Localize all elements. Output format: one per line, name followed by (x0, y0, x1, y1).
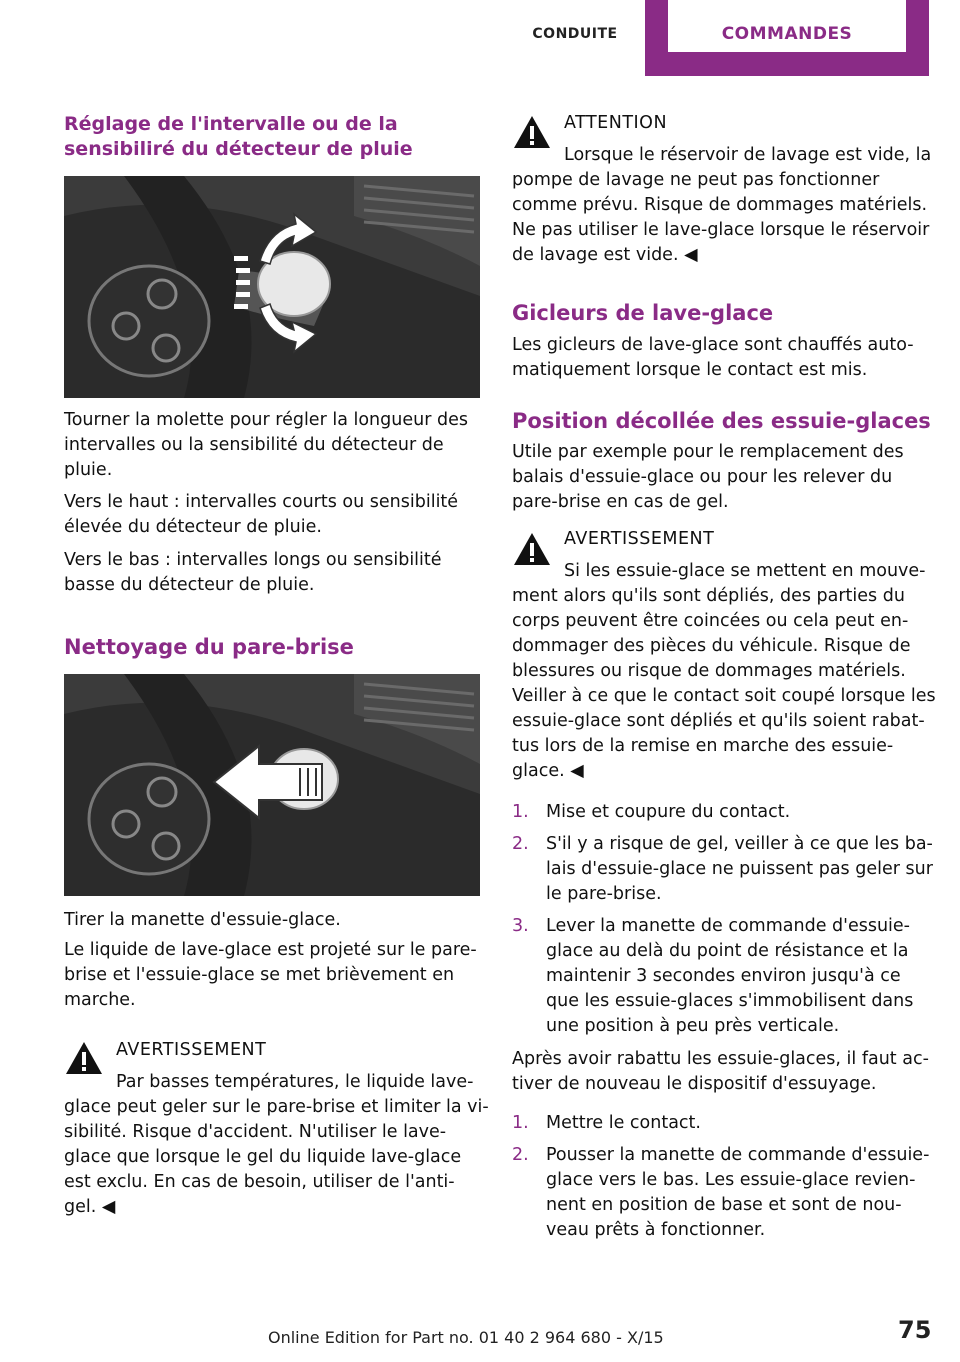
paragraph-reactivate: Après avoir rabattu les essuie-glaces, il faut ac- tiver de nouveau le dispositif d'essuyage. (512, 1049, 929, 1094)
photo-wiper-thumbwheel (64, 176, 480, 398)
warning-icon (64, 1040, 104, 1076)
warning-title: AVERTISSEMENT (116, 1040, 267, 1060)
tab-commandes[interactable] (645, 0, 929, 76)
paragraph-downward: Vers le bas : intervalles longs ou sensibilité basse du détecteur de pluie. (64, 550, 442, 595)
list2-num-2: 2. (512, 1145, 529, 1165)
paragraph-washer-fluid: Le liquide de lave-glace est projeté sur le pare- brise et l'essuie-glace se met brièvement en marche. (64, 940, 477, 1010)
warning2-text: ment alors qu'ils sont dépliés, des parties du corps peuvent être coincées ou cela peut en- dommager des pièces du véhicule. Risque de blessures ou risque de dommages matériels. Veiller à ce que le contact soit coupé lorsque les essuie-glace sont dépliés et qu'ils soient rabat- tus lors de la remise en marche des essuie- glace. ◀ (512, 586, 936, 781)
list2-item-1: Mettre le contact. (546, 1113, 701, 1133)
list1-num-3: 3. (512, 916, 529, 936)
warning2-title: AVERTISSEMENT (564, 529, 715, 549)
list1-num-2: 2. (512, 834, 529, 854)
heading-interval: Réglage de l'intervalle ou de la sensibiliré du détecteur de pluie (64, 113, 413, 160)
attention-text-line1: Lorsque le réservoir de lavage est vide, la (564, 145, 932, 165)
paragraph-pull-lever: Tirer la manette d'essuie-glace. (64, 910, 341, 930)
warning-text: glace peut geler sur le pare-brise et limiter la vi- sibilité. Risque d'accident. N'utiliser le lave- glace que lorsque le gel du liquide lave-glace est exclu. En cas de besoin, utiliser de l'anti- gel. ◀ (64, 1097, 489, 1217)
heading-washer-jets: Gicleurs de lave-glace (512, 301, 774, 325)
heading-windshield-cleaning: Nettoyage du pare-brise (64, 635, 354, 659)
attention-title: ATTENTION (564, 113, 668, 133)
list1-num-1: 1. (512, 802, 529, 822)
list1-item-2: S'il y a risque de gel, veiller à ce que les ba- lais d'essuie-glace ne puissent pas geler sur le pare-brise. (546, 834, 933, 904)
footer-edition: Online Edition for Part no. 01 40 2 964 680 - X/15 (268, 1328, 664, 1347)
list1-item-1: Mise et coupure du contact. (546, 802, 791, 822)
list2-num-1: 1. (512, 1113, 529, 1133)
attention-icon (512, 114, 552, 150)
heading-wiper-lifted: Position décollée des essuie-glaces (512, 409, 931, 433)
paragraph-wiper-lifted: Utile par exemple pour le remplacement des balais d'essuie-glace ou pour les relever du pare-brise en cas de gel. (512, 442, 904, 512)
warning-text-line1: Par basses températures, le liquide lave- (116, 1072, 474, 1092)
attention-text: pompe de lavage ne peut pas fonctionner comme prévu. Risque de dommages matériels. Ne pas utiliser le lave-glace lorsque le réservoir de lavage est vide. ◀ (512, 170, 930, 265)
paragraph-washer-jets: Les gicleurs de lave-glace sont chauffés auto- matiquement lorsque le contact est mis. (512, 335, 914, 380)
paragraph-upward: Vers le haut : intervalles courts ou sensibilité élevée du détecteur de pluie. (64, 492, 459, 537)
warning-icon-2 (512, 531, 552, 567)
photo-wiper-lever-pull (64, 674, 480, 896)
list2-item-2: Pousser la manette de commande d'essuie- glace vers le bas. Les essuie-glace revien- nent en position de base et sont de nou- veau prêts à fonctionner. (546, 1145, 930, 1240)
tab-commandes-label: COMMANDES (721, 24, 853, 44)
page-number: 75 (898, 1316, 932, 1344)
warning2-text-line1: Si les essuie-glace se mettent en mouve- (564, 561, 926, 581)
paragraph-turn-wheel: Tourner la molette pour régler la longueur des intervalles ou la sensibilité du détecteur de pluie. (64, 410, 468, 480)
list1-item-3: Lever la manette de commande d'essuie- glace au delà du point de résistance et la maintenir 3 secondes environ jusqu'à ce que les essuie-glaces s'immobilisent dans une position à peu près verticale. (546, 916, 914, 1036)
tab-conduite[interactable] (505, 0, 645, 76)
tab-conduite-label: CONDUITE (532, 26, 618, 42)
